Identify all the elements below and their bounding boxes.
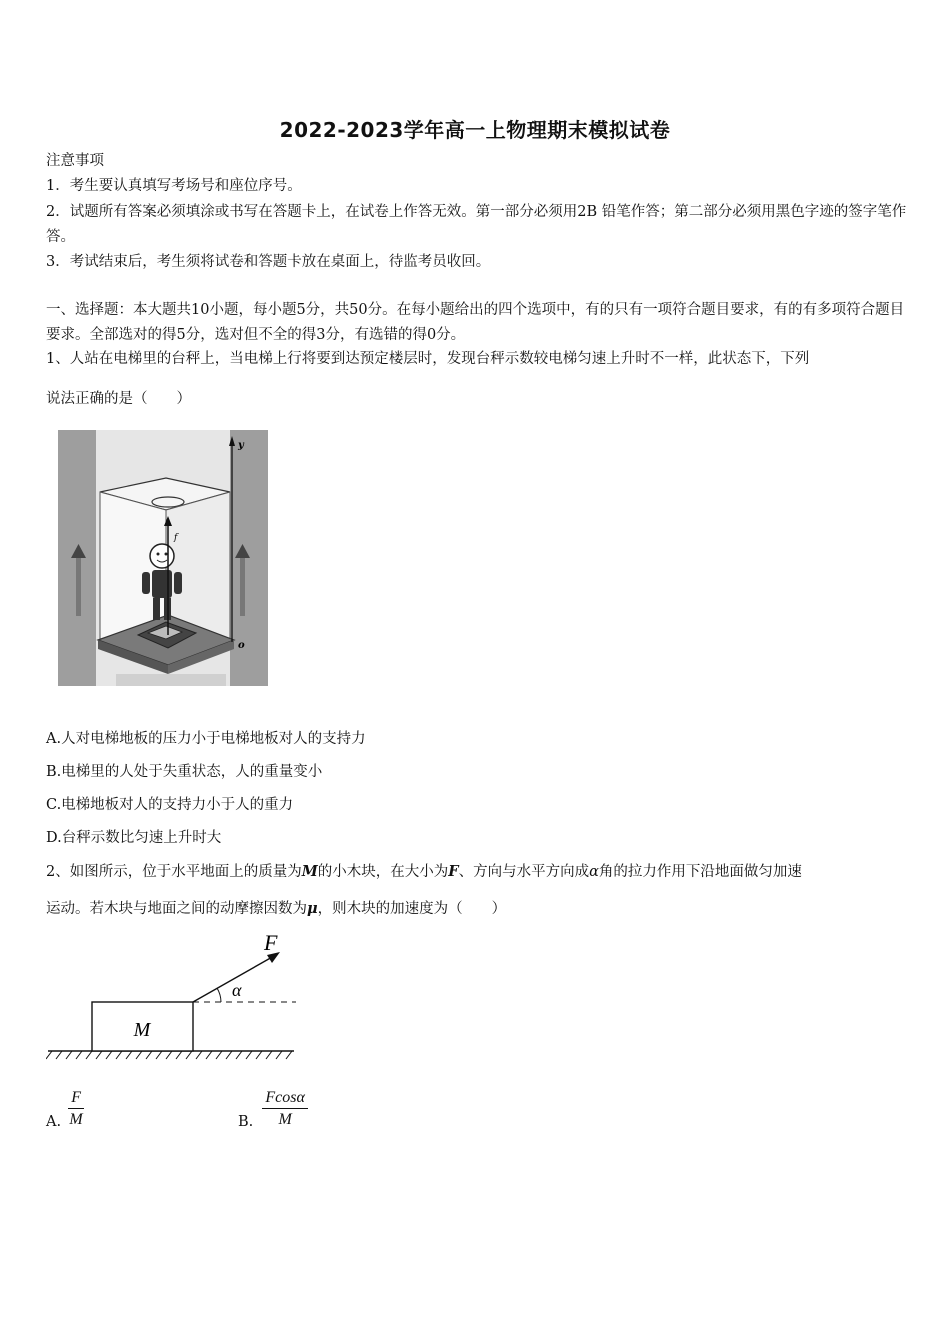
angle-label-alpha: α [232, 980, 242, 1000]
q2-option-b-fraction [262, 1088, 308, 1131]
force-label-F: F [264, 930, 278, 955]
person-body [152, 570, 172, 598]
block-force-figure [46, 928, 298, 1064]
person-head [150, 544, 174, 568]
q2-option-a [46, 1088, 84, 1131]
q1-option-d: D.台秤示数比匀速上升时大 [46, 830, 222, 846]
q2-option-a-fraction [68, 1088, 84, 1131]
q2-option-b [238, 1088, 308, 1131]
q1-stem-line1: 1、人站在电梯里的台秤上，当电梯上行将要到达预定楼层时，发现台秤示数较电梯匀速上升时不一样，此状态下，下列 [46, 351, 810, 367]
block-label-M: M [133, 1019, 151, 1041]
q2-option-b-denominator: M [278, 1111, 292, 1128]
notice-item-3: 3．考试结束后，考生须将试卷和答题卡放在桌面上，待监考员收回。 [46, 254, 491, 270]
notice-heading: 注意事项 [46, 153, 104, 169]
y-axis-label: y [238, 440, 244, 451]
notice-item-2: 2．试题所有答案必须填涂或书写在答题卡上，在试卷上作答无效。第一部分必须用2B 铅笔作答；第二部分必须用黑色字迹的签字笔作答。 [46, 204, 907, 245]
q1-option-b: B.电梯里的人处于失重状态，人的重量变小 [46, 764, 323, 780]
q1-stem-line2: 说法正确的是（ ） [46, 391, 191, 407]
page-title: 2022-2023学年高一上物理期末模拟试卷 [279, 118, 671, 142]
q2-option-a-numerator: F [68, 1088, 84, 1109]
origin-label: o [238, 640, 245, 651]
force-label-f: f [174, 533, 178, 543]
section1-intro: 一、选择题：本大题共10小题，每小题5分，共50分。在每小题给出的四个选项中，有的只有一项符合题目要求，有的有多项符合题目要求。全部选对的得5分，选对但不全的得3分，有选错的得0分。 [46, 302, 905, 343]
q1-option-c: C.电梯地板对人的支持力小于人的重力 [46, 797, 294, 813]
notice-item-1: 1．考生要认真填写考场号和座位序号。 [46, 178, 302, 194]
q2-option-a-denominator: M [69, 1111, 83, 1128]
q2-stem-line1: 2、如图所示，位于水平地面上的质量为M的小木块，在大小为F、方向与水平方向成α角的拉力作用下沿地面做匀加速 [46, 863, 802, 880]
q2-option-a-label: A. [46, 1114, 62, 1130]
q1-option-a: A.人对电梯地板的压力小于电梯地板对人的支持力 [46, 731, 366, 747]
q2-option-b-label: B. [238, 1114, 254, 1130]
q2-stem-line2: 运动。若木块与地面之间的动摩擦因数为μ，则木块的加速度为（ ） [46, 900, 507, 917]
q2-option-b-numerator: Fcosα [262, 1088, 308, 1109]
elevator-figure [58, 430, 268, 686]
angle-arc [217, 988, 221, 1002]
